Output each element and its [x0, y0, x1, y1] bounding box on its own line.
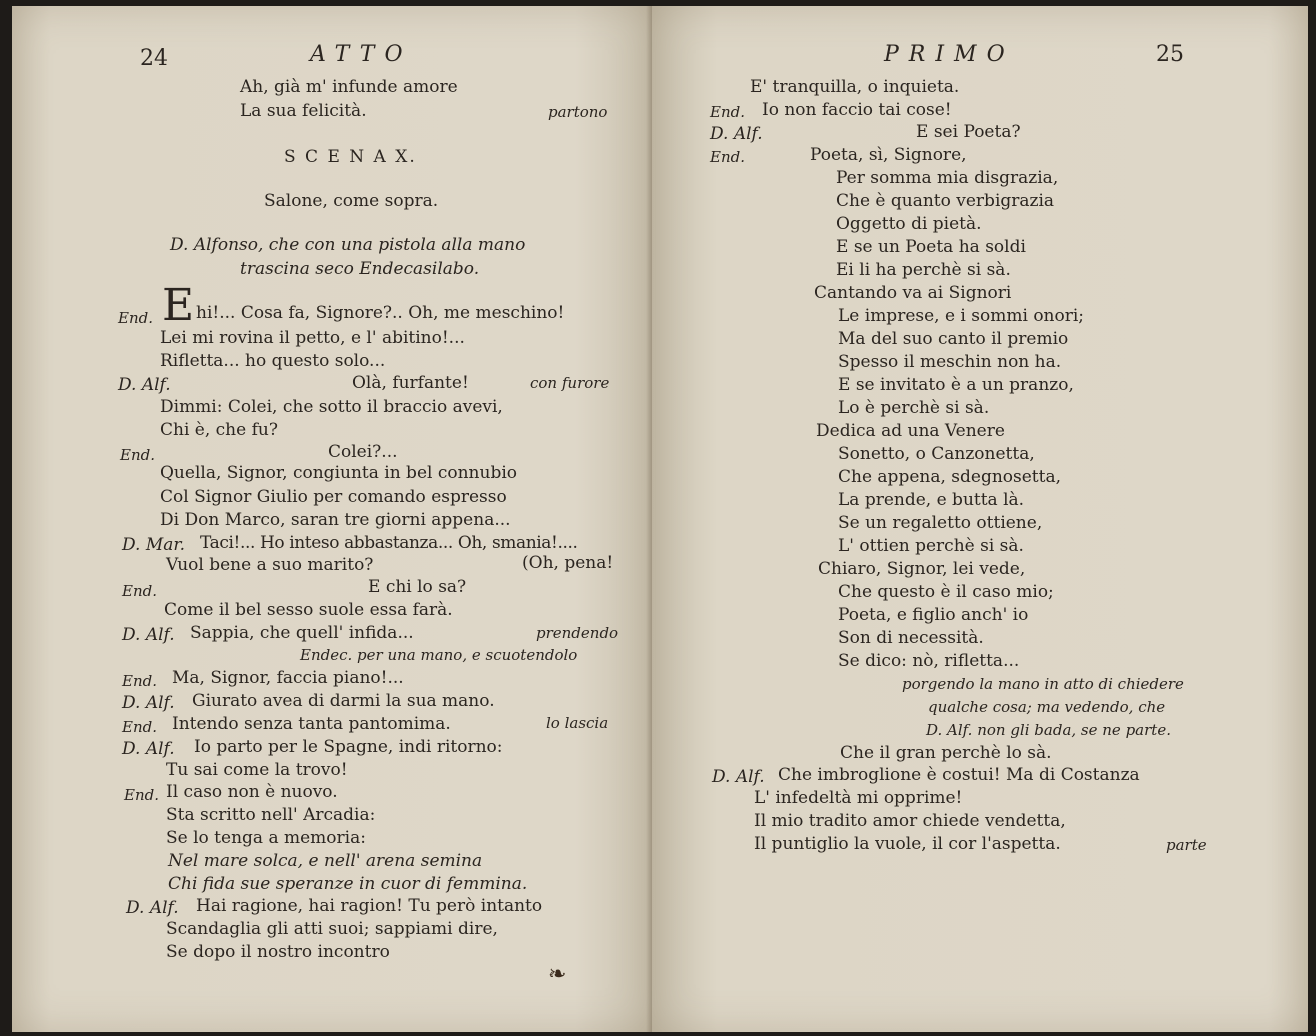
text-line: L' ottien perchè si sà.: [838, 536, 1024, 556]
speaker-label: D. Alf.: [126, 898, 179, 918]
text-line: Che questo è il caso mio;: [838, 582, 1054, 602]
text-line: Scandaglia gli atti suoi; sappiami dire,: [166, 919, 498, 939]
text-line: Ei li ha perchè si sà.: [836, 260, 1011, 280]
right-running-head: PRIMO: [884, 42, 1015, 67]
text-line: Sonetto, o Canzonetta,: [838, 444, 1035, 464]
text-line: Le imprese, e i sommi onori;: [838, 306, 1085, 326]
text-line: Sappia, che quell' infida...: [190, 623, 414, 643]
text-line: Il puntiglio la vuole, il cor l'aspetta.: [754, 834, 1061, 854]
speaker-label: End.: [122, 718, 157, 736]
text-line: Tu sai come la trovo!: [166, 760, 348, 780]
text-line: Ma del suo canto il premio: [838, 329, 1069, 349]
text-line: Vuol bene a suo marito?: [166, 555, 374, 575]
speaker-label: End.: [120, 446, 155, 464]
text-line: Se un regaletto ottiene,: [838, 513, 1043, 533]
text-line: Poeta, sì, Signore,: [810, 145, 967, 165]
speaker-label: D. Alf.: [712, 767, 765, 787]
text-line: Per somma mia disgrazia,: [836, 168, 1059, 188]
text-line: Dimmi: Colei, che sotto il braccio avevi,: [160, 397, 503, 417]
text-line: E se invitato è a un pranzo,: [838, 375, 1074, 395]
speaker-label: End.: [122, 672, 157, 690]
text-line: Ma, Signor, faccia piano!...: [172, 668, 404, 688]
text-line: Chi è, che fu?: [160, 420, 278, 440]
stage-note: con furore: [530, 374, 610, 392]
fleuron-ornament: ❧: [548, 962, 567, 987]
speaker-label: D. Alf.: [118, 375, 171, 395]
text-line: Come il bel sesso suole essa farà.: [164, 600, 453, 620]
text-line: Io non faccio tai cose!: [762, 100, 952, 120]
scene-heading: S C E N A X.: [284, 147, 417, 167]
text-line: Intendo senza tanta pantomima.: [172, 714, 451, 734]
text-line: E se un Poeta ha soldi: [836, 237, 1026, 257]
text-line: Dedica ad una Venere: [816, 421, 1005, 441]
stage-note: parte: [1166, 836, 1207, 854]
text-line: Io parto per le Spagne, indi ritorno:: [194, 737, 503, 757]
speaker-label: D. Alf.: [122, 693, 175, 713]
verse-quote: Chi fida sue speranze in cuor di femmina.: [168, 874, 528, 894]
text-line: Colei?...: [328, 442, 398, 462]
speaker-label: D. Alf.: [122, 625, 175, 645]
text-line: Che appena, sdegnosetta,: [838, 467, 1061, 487]
text-line: Poeta, e figlio anch' io: [838, 605, 1029, 625]
speaker-label: End.: [124, 786, 159, 804]
text-line: Lei mi rovina il petto, e l' abitino!...: [160, 328, 465, 348]
stage-direction: D. Alfonso, che con una pistola alla mano: [170, 235, 526, 255]
stage-note: partono: [548, 103, 608, 121]
text-line: Che imbroglione è costui! Ma di Costanza: [778, 765, 1140, 785]
text-line: Il mio tradito amor chiede vendetta,: [754, 811, 1066, 831]
speaker-label: D. Alf.: [710, 124, 763, 144]
text-line: Olà, furfante!: [352, 373, 469, 393]
text-line: E' tranquilla, o inquieta.: [750, 77, 960, 97]
text-line: Oggetto di pietà.: [836, 214, 982, 234]
text-line: Che il gran perchè lo sà.: [840, 743, 1052, 763]
aside-text: (Oh, pena!: [522, 553, 614, 573]
text-line: La sua felicità.: [240, 101, 367, 121]
text-line: Di Don Marco, saran tre giorni appena...: [160, 510, 511, 530]
text-line: E chi lo sa?: [368, 577, 467, 597]
left-page-number: 24: [140, 46, 168, 71]
text-line: Spesso il meschin non ha.: [838, 352, 1062, 372]
text-line: Col Signor Giulio per comando espresso: [160, 487, 507, 507]
stage-direction: trascina seco Endecasilabo.: [240, 259, 480, 279]
text-line: Son di necessità.: [838, 628, 984, 648]
text-line: L' infedeltà mi opprime!: [754, 788, 963, 808]
scene-setting: Salone, come sopra.: [264, 191, 439, 211]
stage-note: lo lascia: [546, 714, 609, 732]
drop-cap: E: [162, 280, 195, 331]
text-line: Taci!... Ho inteso abbastanza... Oh, smania!....: [200, 533, 578, 553]
speaker-label: D. Alf.: [122, 739, 175, 759]
stage-direction: D. Alf. non gli bada, se ne parte.: [926, 721, 1171, 739]
speaker-label: D. Mar.: [122, 535, 186, 555]
speaker-label: End.: [122, 582, 157, 600]
text-line: Se lo tenga a memoria:: [166, 828, 366, 848]
speaker-label: End.: [710, 103, 745, 121]
stage-direction: qualche cosa; ma vedendo, che: [928, 698, 1166, 716]
text-line: Giurato avea di darmi la sua mano.: [192, 691, 495, 711]
text-line: Il caso non è nuovo.: [166, 782, 338, 802]
text-line: Se dopo il nostro incontro: [166, 942, 390, 962]
text-line: Quella, Signor, congiunta in bel connubio: [160, 463, 517, 483]
left-running-head: ATTO: [310, 42, 413, 67]
text-line: hi!... Cosa fa, Signore?.. Oh, me meschino!: [196, 303, 565, 323]
text-line: Ah, già m' infunde amore: [240, 77, 458, 97]
text-line: Cantando va ai Signori: [814, 283, 1012, 303]
speaker-label: End.: [710, 148, 745, 166]
text-line: Lo è perchè si sà.: [838, 398, 990, 418]
text-line: Se dico: nò, rifletta...: [838, 651, 1020, 671]
text-line: E sei Poeta?: [916, 122, 1021, 142]
stage-direction: Endec. per una mano, e scuotendolo: [300, 646, 578, 664]
text-line: Sta scritto nell' Arcadia:: [166, 805, 376, 825]
verse-quote: Nel mare solca, e nell' arena semina: [168, 851, 483, 871]
right-page-number: 25: [1156, 42, 1184, 67]
text-line: Hai ragione, hai ragion! Tu però intanto: [196, 896, 543, 916]
text-line: Chiaro, Signor, lei vede,: [818, 559, 1026, 579]
stage-note: prendendo: [536, 624, 619, 642]
stage-direction: porgendo la mano in atto di chiedere: [902, 675, 1184, 693]
text-line: Che è quanto verbigrazia: [836, 191, 1055, 211]
text-line: La prende, e butta là.: [838, 490, 1025, 510]
speaker-label: End.: [118, 309, 153, 327]
text-line: Rifletta... ho questo solo...: [160, 351, 386, 371]
